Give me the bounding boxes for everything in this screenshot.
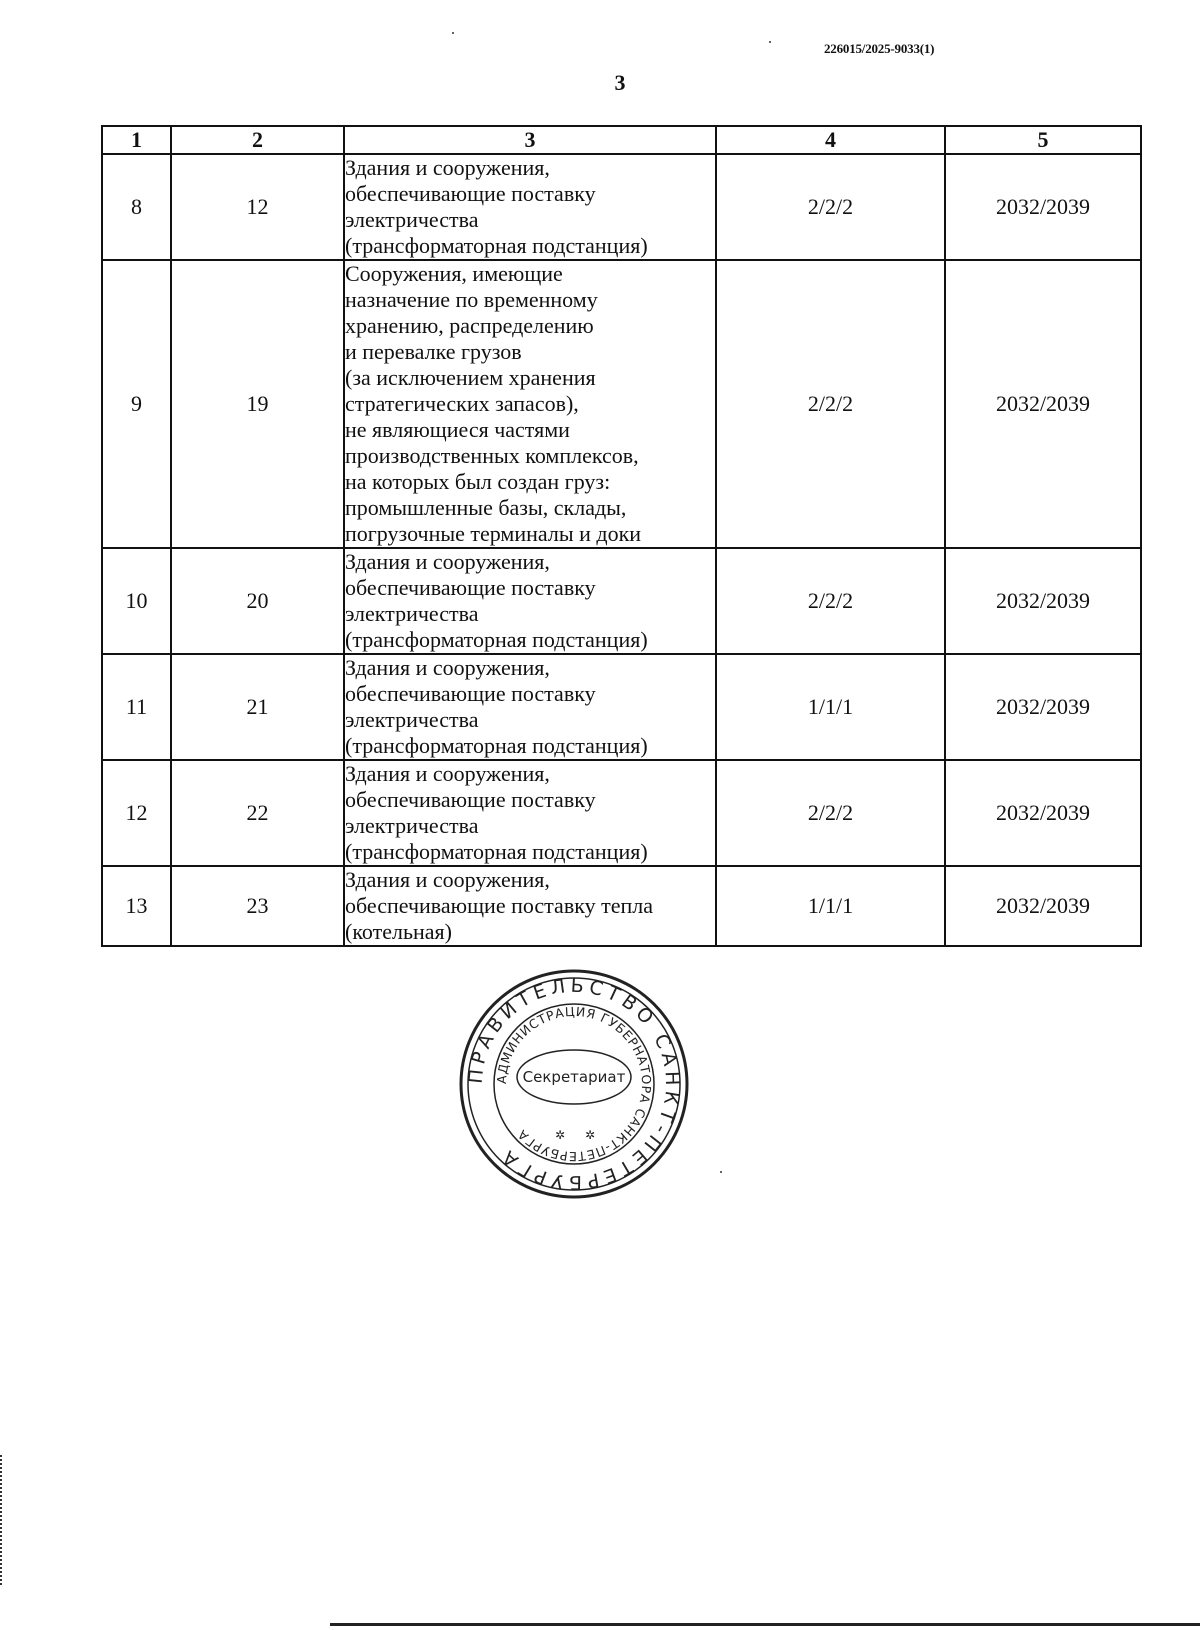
scan-speck [769, 41, 771, 43]
description-line: (за исключением хранения [345, 365, 596, 390]
description-line: погрузочные терминалы и доки [345, 521, 642, 546]
row-number-cell: 9 [102, 260, 171, 548]
row-number-cell: 8 [102, 154, 171, 260]
description-line: на которых был создан груз: [345, 469, 611, 494]
description-line: обеспечивающие поставку [345, 681, 596, 706]
stamp-center-label: Секретариат [522, 1068, 626, 1086]
scan-speck [452, 32, 454, 34]
description-line: Здания и сооружения, [345, 155, 550, 180]
row-number-cell: 12 [102, 760, 171, 866]
description-line: электричества [345, 207, 479, 232]
stamp-inner-text: АДМИНИСТРАЦИЯ ГУБЕРНАТОРА САНКТ-ПЕТЕРБУРГА [493, 1003, 655, 1165]
column-header: 3 [344, 126, 716, 154]
years-cell: 2032/2039 [945, 548, 1141, 654]
column-header: 1 [102, 126, 171, 154]
description-line: (трансформаторная подстанция) [345, 233, 648, 258]
description-line: обеспечивающие поставку тепла [345, 893, 653, 918]
scan-edge-mark [0, 1455, 4, 1585]
row-number-cell: 10 [102, 548, 171, 654]
object-description-cell [344, 760, 716, 866]
scan-bottom-edge [330, 1623, 1200, 1626]
object-code-cell: 20 [171, 548, 344, 654]
star-icon: ✲ [585, 1128, 596, 1142]
column-header: 5 [945, 126, 1141, 154]
table-row [102, 654, 1141, 760]
row-number-cell: 13 [102, 866, 171, 946]
object-code-cell: 21 [171, 654, 344, 760]
description-line: (трансформаторная подстанция) [345, 733, 648, 758]
description-line: Здания и сооружения, [345, 867, 550, 892]
objects-table [101, 125, 1142, 947]
description-line: (трансформаторная подстанция) [345, 839, 648, 864]
official-seal-stamp [459, 969, 689, 1199]
years-cell: 2032/2039 [945, 154, 1141, 260]
description-line: обеспечивающие поставку [345, 181, 596, 206]
category-cell: 2/2/2 [716, 760, 945, 866]
table-header-row [102, 126, 1141, 154]
document-number: 226015/2025-9033(1) [824, 41, 935, 56]
description-line: электричества [345, 601, 479, 626]
category-cell: 2/2/2 [716, 548, 945, 654]
object-description-cell [344, 866, 716, 946]
years-cell: 2032/2039 [945, 654, 1141, 760]
category-cell: 2/2/2 [716, 154, 945, 260]
category-cell: 1/1/1 [716, 866, 945, 946]
column-header: 2 [171, 126, 344, 154]
years-cell: 2032/2039 [945, 260, 1141, 548]
description-line: не являющиеся частями [345, 417, 570, 442]
stamp-outer-text: ПРАВИТЕЛЬСТВО САНКТ-ПЕТЕРБУРГА [464, 974, 684, 1194]
description-line: хранению, распределению [345, 313, 594, 338]
column-header: 4 [716, 126, 945, 154]
description-line: Здания и сооружения, [345, 761, 550, 786]
object-description-cell [344, 260, 716, 548]
description-line: назначение по временному [345, 287, 598, 312]
table-row [102, 548, 1141, 654]
scan-speck [720, 1171, 722, 1173]
page-number: 3 [614, 70, 626, 95]
object-code-cell: 23 [171, 866, 344, 946]
table-row [102, 760, 1141, 866]
description-line: обеспечивающие поставку [345, 787, 596, 812]
star-icon: ✲ [555, 1128, 566, 1142]
object-code-cell: 12 [171, 154, 344, 260]
object-code-cell: 19 [171, 260, 344, 548]
description-line: электричества [345, 813, 479, 838]
object-description-cell [344, 154, 716, 260]
description-line: Здания и сооружения, [345, 549, 550, 574]
category-cell: 1/1/1 [716, 654, 945, 760]
description-line: обеспечивающие поставку [345, 575, 596, 600]
object-code-cell: 22 [171, 760, 344, 866]
description-line: (котельная) [345, 919, 452, 944]
description-line: Здания и сооружения, [345, 655, 550, 680]
row-number-cell: 11 [102, 654, 171, 760]
object-description-cell [344, 548, 716, 654]
table-row [102, 154, 1141, 260]
description-line: стратегических запасов), [345, 391, 579, 416]
object-description-cell [344, 654, 716, 760]
category-cell: 2/2/2 [716, 260, 945, 548]
years-cell: 2032/2039 [945, 866, 1141, 946]
description-line: производственных комплексов, [345, 443, 639, 468]
description-line: Сооружения, имеющие [345, 261, 563, 286]
description-line: (трансформаторная подстанция) [345, 627, 648, 652]
table-row [102, 260, 1141, 548]
description-line: и перевалке грузов [345, 339, 522, 364]
years-cell: 2032/2039 [945, 760, 1141, 866]
description-line: электричества [345, 707, 479, 732]
table-row [102, 866, 1141, 946]
description-line: промышленные базы, склады, [345, 495, 627, 520]
